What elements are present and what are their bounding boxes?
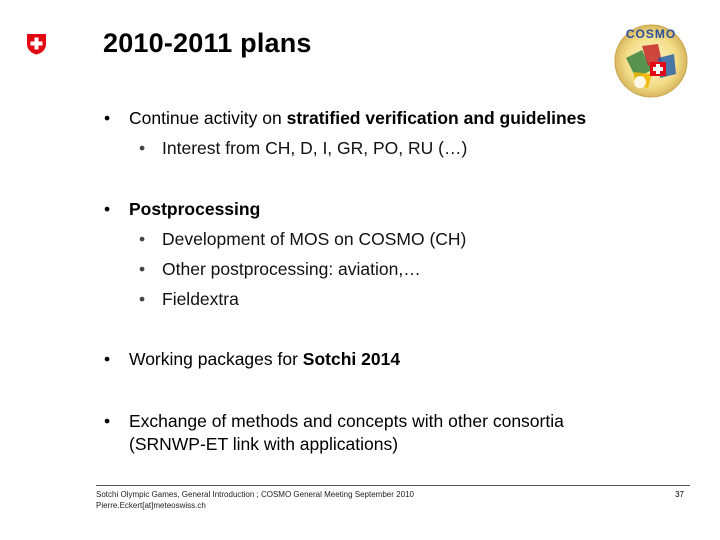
page-number: 37 xyxy=(675,490,684,499)
bullet-bold-text: Sotchi 2014 xyxy=(302,349,401,369)
slide-title: 2010-2011 plans xyxy=(103,28,312,58)
footer-meeting-text: Sotchi Olympic Games, General Introduction ; COSMO General Meeting September 2010 xyxy=(96,490,414,499)
sub-bullet-dot: • xyxy=(139,138,146,158)
cosmo-logo xyxy=(612,18,690,100)
sub-bullet-fieldextra xyxy=(139,289,239,310)
bullet-text: (SRNWP-ET link with applications) xyxy=(129,434,399,454)
sub-bullet-dot: • xyxy=(139,229,146,249)
bullet-text: Working packages for xyxy=(129,349,303,369)
sub-bullet-dot: • xyxy=(139,289,146,309)
bullet-exchange xyxy=(104,411,564,432)
footer-divider xyxy=(96,485,690,486)
bullet-text: Continue activity on xyxy=(129,108,287,128)
bullet-dot: • xyxy=(104,411,111,431)
bullet-dot: • xyxy=(104,349,111,369)
bullet-dot: • xyxy=(104,199,111,219)
sub-bullet-mos xyxy=(139,229,467,250)
bullet-postprocessing xyxy=(104,199,261,220)
sub-bullet-text: Fieldextra xyxy=(162,289,239,309)
bullet-bold-text: stratified verification and guidelines xyxy=(286,108,587,128)
sub-bullet-interest xyxy=(139,138,468,159)
bullet-exchange-continued xyxy=(129,434,398,455)
bullet-text: Exchange of methods and concepts with other consortia xyxy=(129,411,564,431)
sub-bullet-text: Other postprocessing: aviation,… xyxy=(162,259,421,279)
sub-bullet-dot: • xyxy=(139,259,146,279)
bullet-verification xyxy=(104,108,587,129)
swiss-cross-icon xyxy=(26,33,47,55)
sub-bullet-text: Interest from CH, D, I, GR, PO, RU (…) xyxy=(162,138,468,158)
bullet-dot: • xyxy=(104,108,111,128)
cosmo-logo-text: COSMO xyxy=(625,27,677,41)
sub-bullet-aviation xyxy=(139,259,421,280)
footer-contact-text: Pierre.Eckert[at]meteoswiss.ch xyxy=(96,501,206,510)
sub-bullet-text: Development of MOS on COSMO (CH) xyxy=(162,229,467,249)
bullet-bold-text: Postprocessing xyxy=(129,199,261,219)
bullet-working-packages xyxy=(104,349,401,370)
